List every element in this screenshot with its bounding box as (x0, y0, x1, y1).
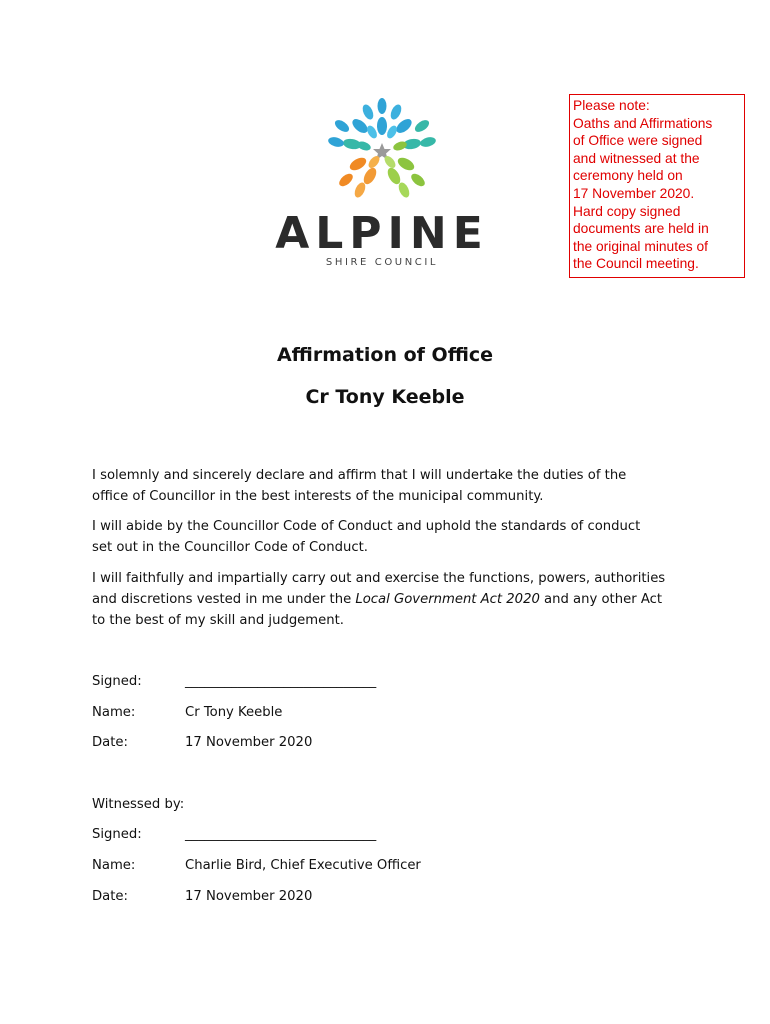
paragraph-text: and discretions vested in me under the (92, 592, 356, 607)
paragraph-line: I will abide by the Councillor Code of Conduct and uphold the standards of conduct (92, 519, 641, 534)
paragraph-line: I will faithfully and impartially carry out and exercise the functions, powers, authorities (92, 571, 666, 586)
notice-line: Please note: (573, 98, 650, 113)
paragraph-line: to the best of my skill and judgement. (92, 613, 344, 628)
notice-line: Oaths and Affirmations (573, 115, 713, 131)
signed-label: Signed: (92, 674, 142, 689)
name-label: Name: (92, 858, 136, 873)
notice-line: documents are held in (573, 221, 709, 237)
signature-line: _____________________________ (185, 827, 377, 842)
notice-line: of Office were signed (573, 133, 703, 149)
date-value: 17 November 2020 (185, 889, 313, 904)
paragraph-text: and any other Act (539, 592, 663, 607)
document-title: Affirmation of Office (276, 344, 494, 366)
paragraph-line: I solemnly and sincerely declare and affirm that I will undertake the duties of the (92, 468, 627, 483)
paragraph-line (92, 589, 692, 610)
paragraph-line: office of Councillor in the best interests of the municipal community. (92, 489, 544, 504)
notice-box (569, 94, 745, 278)
councillor-name-heading: Cr Tony Keeble (305, 386, 465, 408)
logo-subtitle: SHIRE COUNCIL (325, 257, 439, 268)
logo-wordmark: ALPINE (275, 208, 489, 259)
notice-line: the original minutes of (573, 238, 708, 254)
affirmation-paragraph-1 (92, 465, 692, 507)
affirmation-paragraph-2 (92, 516, 692, 558)
date-label: Date: (92, 735, 128, 750)
notice-line: 17 November 2020. (573, 185, 695, 201)
signature-line: _____________________________ (185, 674, 377, 689)
flower-emblem-icon (262, 90, 502, 202)
date-label: Date: (92, 889, 128, 904)
name-value: Charlie Bird, Chief Executive Officer (185, 858, 421, 873)
affirmation-paragraph-3 (92, 568, 692, 631)
alpine-shire-council-logo (262, 90, 502, 285)
date-value: 17 November 2020 (185, 735, 313, 750)
name-label: Name: (92, 705, 136, 720)
notice-line: and witnessed at the (573, 150, 700, 166)
notice-line: Hard copy signed (573, 203, 681, 219)
witnessed-by-heading: Witnessed by: (92, 797, 185, 812)
act-title: Local Government Act 2020 (355, 592, 540, 607)
notice-line: ceremony held on (573, 168, 683, 184)
paragraph-line: set out in the Councillor Code of Conduct. (92, 540, 368, 555)
signed-label: Signed: (92, 827, 142, 842)
notice-line: the Council meeting. (573, 256, 699, 272)
name-value: Cr Tony Keeble (185, 705, 283, 720)
